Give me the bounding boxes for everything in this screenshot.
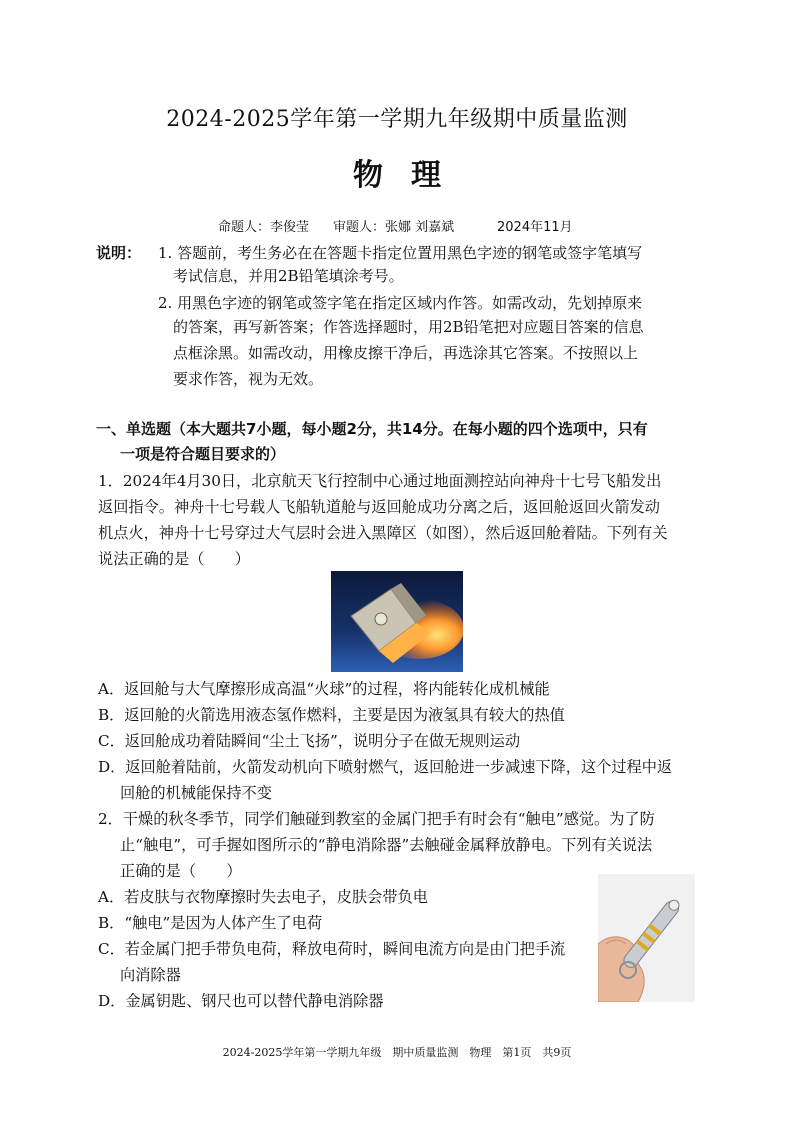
note-1-line-2: 考试信息，并用2B铅笔填涂考号。 — [173, 267, 404, 285]
reviewer: 审题人：张娜 刘嘉斌 — [333, 220, 455, 235]
q1-option-c: C．返回舱成功着陆瞬间“尘土飞扬”，说明分子在做无规则运动 — [98, 732, 521, 750]
note-2-line-4: 要求作答，视为无效。 — [173, 370, 324, 388]
reentry-capsule-image — [331, 571, 463, 672]
section-heading-line-2: 一项是符合题目要求的） — [120, 445, 286, 463]
q1-option-b: B．返回舱的火箭选用液态氢作燃料，主要是因为液氢具有较大的热值 — [98, 706, 565, 724]
page-footer: 2024-2025学年第一学期九年级 期中质量监测 物理 第1页 共9页 — [222, 1046, 572, 1059]
q2-option-c-line-2: 向消除器 — [120, 966, 181, 984]
note-2-line-3: 点框涂黑。如需改动，用橡皮擦干净后，再选涂其它答案。不按照以上 — [173, 344, 639, 362]
subject-title: 物理 — [353, 158, 469, 193]
exam-date: 2024年11月 — [497, 220, 573, 235]
q2-stem-line-1: 2．干燥的秋冬季节，同学们触碰到教室的金属门把手有时会有“触电”感觉。为了防 — [98, 810, 655, 828]
exam-title: 2024-2025学年第一学期九年级期中质量监测 — [166, 107, 628, 132]
q1-option-d-line-2: 回舱的机械能保持不变 — [120, 784, 272, 802]
q1-stem-line-2: 返回指令。神舟十七号载人飞船轨道舱与返回舱成功分离之后，返回舱返回火箭发动 — [98, 498, 660, 516]
note-2-line-1: 2. 用黑色字迹的钢笔或签字笔在指定区域内作答。如需改动，先划掉原来 — [158, 294, 643, 312]
notes-label: 说明： — [96, 244, 142, 262]
note-2-line-2: 的答案，再写新答案；作答选择题时，用2B铅笔把对应题目答案的信息 — [173, 318, 644, 336]
q2-stem-line-3: 正确的是（ ） — [120, 862, 242, 880]
q1-stem-line-1: 1．2024年4月30日，北京航天飞行控制中心通过地面测控站向神舟十七号飞船发出 — [98, 472, 662, 490]
note-1-line-1: 1. 答题前，考生务必在在答题卡指定位置用黑色字迹的钢笔或签字笔填写 — [158, 244, 643, 262]
q2-option-a: A．若皮肤与衣物摩擦时失去电子，皮肤会带负电 — [98, 888, 428, 906]
q2-stem-line-2: 止“触电”，可手握如图所示的“静电消除器”去触碰金属释放静电。下列有关说法 — [120, 836, 653, 854]
q1-stem-line-4: 说法正确的是（ ） — [98, 550, 250, 568]
section-heading-line-1: 一、单选题（本大题共7小题，每小题2分，共14分。在每小题的四个选项中，只有 — [96, 420, 648, 438]
q2-option-b: B．“触电”是因为人体产生了电荷 — [98, 914, 323, 932]
q1-option-d-line-1: D．返回舱着陆前，火箭发动机向下喷射燃气，返回舱进一步减速下降，这个过程中返 — [98, 758, 673, 776]
setter: 命题人：李俊莹 — [218, 220, 310, 235]
static-eliminator-image — [598, 874, 695, 1002]
q1-option-a: A．返回舱与大气摩擦形成高温“火球”的过程，将内能转化成机械能 — [98, 680, 550, 698]
q2-option-d: D．金属钥匙、钢尺也可以替代静电消除器 — [98, 992, 384, 1010]
q1-stem-line-3: 机点火，神舟十七号穿过大气层时会进入黑障区（如图），然后返回舱着陆。下列有关 — [98, 524, 668, 542]
q2-option-c-line-1: C．若金属门把手带负电荷，释放电荷时，瞬间电流方向是由门把手流 — [98, 940, 566, 958]
